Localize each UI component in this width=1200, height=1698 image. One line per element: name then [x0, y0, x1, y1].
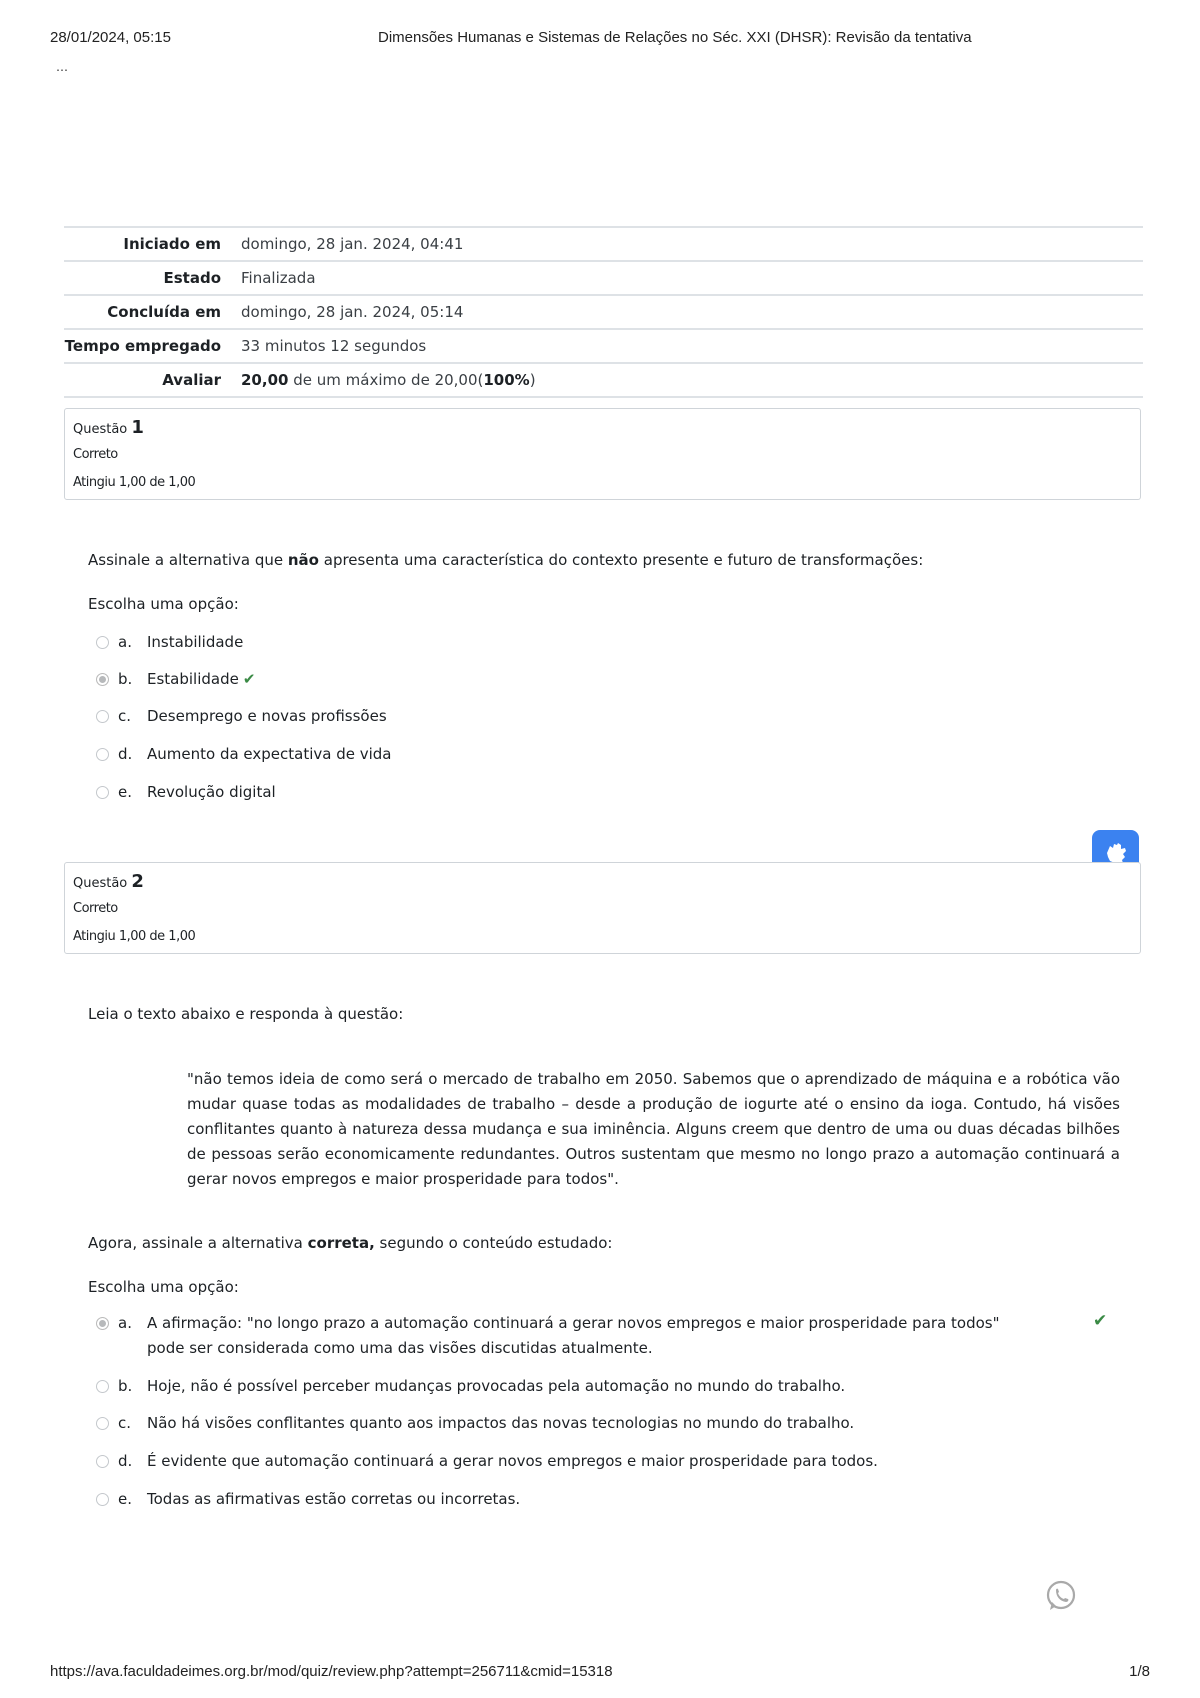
summary-row-completed	[64, 295, 1143, 329]
radio-button[interactable]	[96, 710, 109, 723]
question-number: Questão 2	[73, 871, 144, 892]
question-1-prompt: Escolha uma opção:	[88, 595, 239, 613]
completed-value: domingo, 28 jan. 2024, 05:14	[241, 303, 464, 321]
radio-button[interactable]	[96, 1455, 109, 1468]
q2-option-b[interactable]: b. Hoje, não é possível perceber mudanças provocadas pela automação no mundo do trabalho.	[96, 1374, 845, 1399]
summary-row-time	[64, 329, 1143, 363]
question-2-quote: "não temos ideia de como será o mercado de trabalho em 2050. Sabemos que o aprendizado de máquina e a robótica vão mudar quase todas as modalidades de trabalho – desde a produção de iogurte até o ensino da ioga. Contudo, há visões conflitantes quanto à natureza dessa mudança e sua iminência. Alguns creem que dentro de uma ou duas décadas bilhões de pessoas serão economicamente redundantes. Outros sustentam que mesmo no longo prazo a automação continuará a gerar novos empregos e maior prosperidade para todos".	[187, 1070, 1120, 1188]
attempt-summary-table	[64, 226, 1143, 398]
q1-option-e[interactable]: e. Revolução digital	[96, 780, 276, 805]
q1-option-d[interactable]: d. Aumento da expectativa de vida	[96, 742, 392, 767]
page-url: https://ava.faculdadeimes.org.br/mod/quiz/review.php?attempt=256711&cmid=15318	[50, 1663, 613, 1680]
grade-percent: 100%	[483, 371, 530, 389]
grade-middle: de um máximo de 20,00(	[293, 371, 484, 389]
radio-button[interactable]	[96, 748, 109, 761]
q1-option-c[interactable]: c. Desemprego e novas profissões	[96, 704, 387, 729]
question-state: Correto	[73, 447, 118, 462]
completed-label: Concluída em	[107, 303, 221, 321]
question-grade: Atingiu 1,00 de 1,00	[73, 929, 196, 944]
grade-value	[233, 363, 1143, 397]
state-label: Estado	[163, 269, 221, 287]
state-value: Finalizada	[241, 269, 316, 287]
question-2-intro: Leia o texto abaixo e responda à questão:	[88, 1005, 404, 1023]
summary-row-started	[64, 227, 1143, 261]
started-label: Iniciado em	[123, 235, 221, 253]
question-1-info	[64, 408, 1141, 500]
q2-option-d[interactable]: d. É evidente que automação continuará a gerar novos empregos e maior prosperidade para todos.	[96, 1449, 878, 1474]
summary-row-grade	[64, 363, 1143, 397]
radio-button[interactable]	[96, 1493, 109, 1506]
radio-button-selected[interactable]	[96, 673, 109, 686]
question-2-info	[64, 862, 1141, 954]
whatsapp-button[interactable]	[1044, 1579, 1078, 1613]
radio-button[interactable]	[96, 1380, 109, 1393]
print-footer	[50, 1663, 1150, 1680]
question-state: Correto	[73, 901, 118, 916]
started-value: domingo, 28 jan. 2024, 04:41	[241, 235, 464, 253]
time-label: Tempo empregado	[64, 337, 221, 355]
q1-option-b[interactable]: b. Estabilidade ✔	[96, 667, 255, 692]
correct-check-icon: ✔	[242, 670, 256, 688]
page-number: 1/8	[1129, 1663, 1150, 1680]
more-indicator: …	[56, 60, 68, 74]
radio-button[interactable]	[96, 636, 109, 649]
radio-button[interactable]	[96, 1417, 109, 1430]
question-2-prompt: Escolha uma opção:	[88, 1278, 239, 1296]
time-value: 33 minutos 12 segundos	[241, 337, 427, 355]
print-date: 28/01/2024, 05:15	[50, 29, 171, 46]
question-1-text: Assinale a alternativa que não apresenta uma característica do contexto presente e futuro de transformações:	[88, 551, 924, 569]
q2-option-e[interactable]: e. Todas as afirmativas estão corretas ou incorretas.	[96, 1487, 520, 1512]
question-number: Questão 1	[73, 417, 144, 438]
grade-label: Avaliar	[162, 371, 221, 389]
radio-button[interactable]	[96, 786, 109, 799]
grade-close: )	[529, 371, 536, 389]
whatsapp-icon	[1044, 1579, 1078, 1613]
q2-option-a[interactable]: a. A afirmação: "no longo prazo a automação continuará a gerar novos empregos e maior prosperidade para todos" pode ser considerada como uma das visões discutidas atualmente.	[96, 1311, 1041, 1361]
question-2-text: Agora, assinale a alternativa correta, segundo o conteúdo estudado:	[88, 1234, 613, 1252]
radio-button-selected[interactable]	[96, 1317, 109, 1330]
summary-row-state	[64, 261, 1143, 295]
q1-option-a[interactable]: a. Instabilidade	[96, 630, 243, 655]
print-title: Dimensões Humanas e Sistemas de Relações no Séc. XXI (DHSR): Revisão da tentativa	[378, 29, 972, 46]
question-grade: Atingiu 1,00 de 1,00	[73, 475, 196, 490]
correct-check-icon: ✔	[1093, 1311, 1108, 1331]
grade-score: 20,00	[241, 371, 289, 389]
q2-option-c[interactable]: c. Não há visões conflitantes quanto aos impactos das novas tecnologias no mundo do trabalho.	[96, 1411, 854, 1436]
